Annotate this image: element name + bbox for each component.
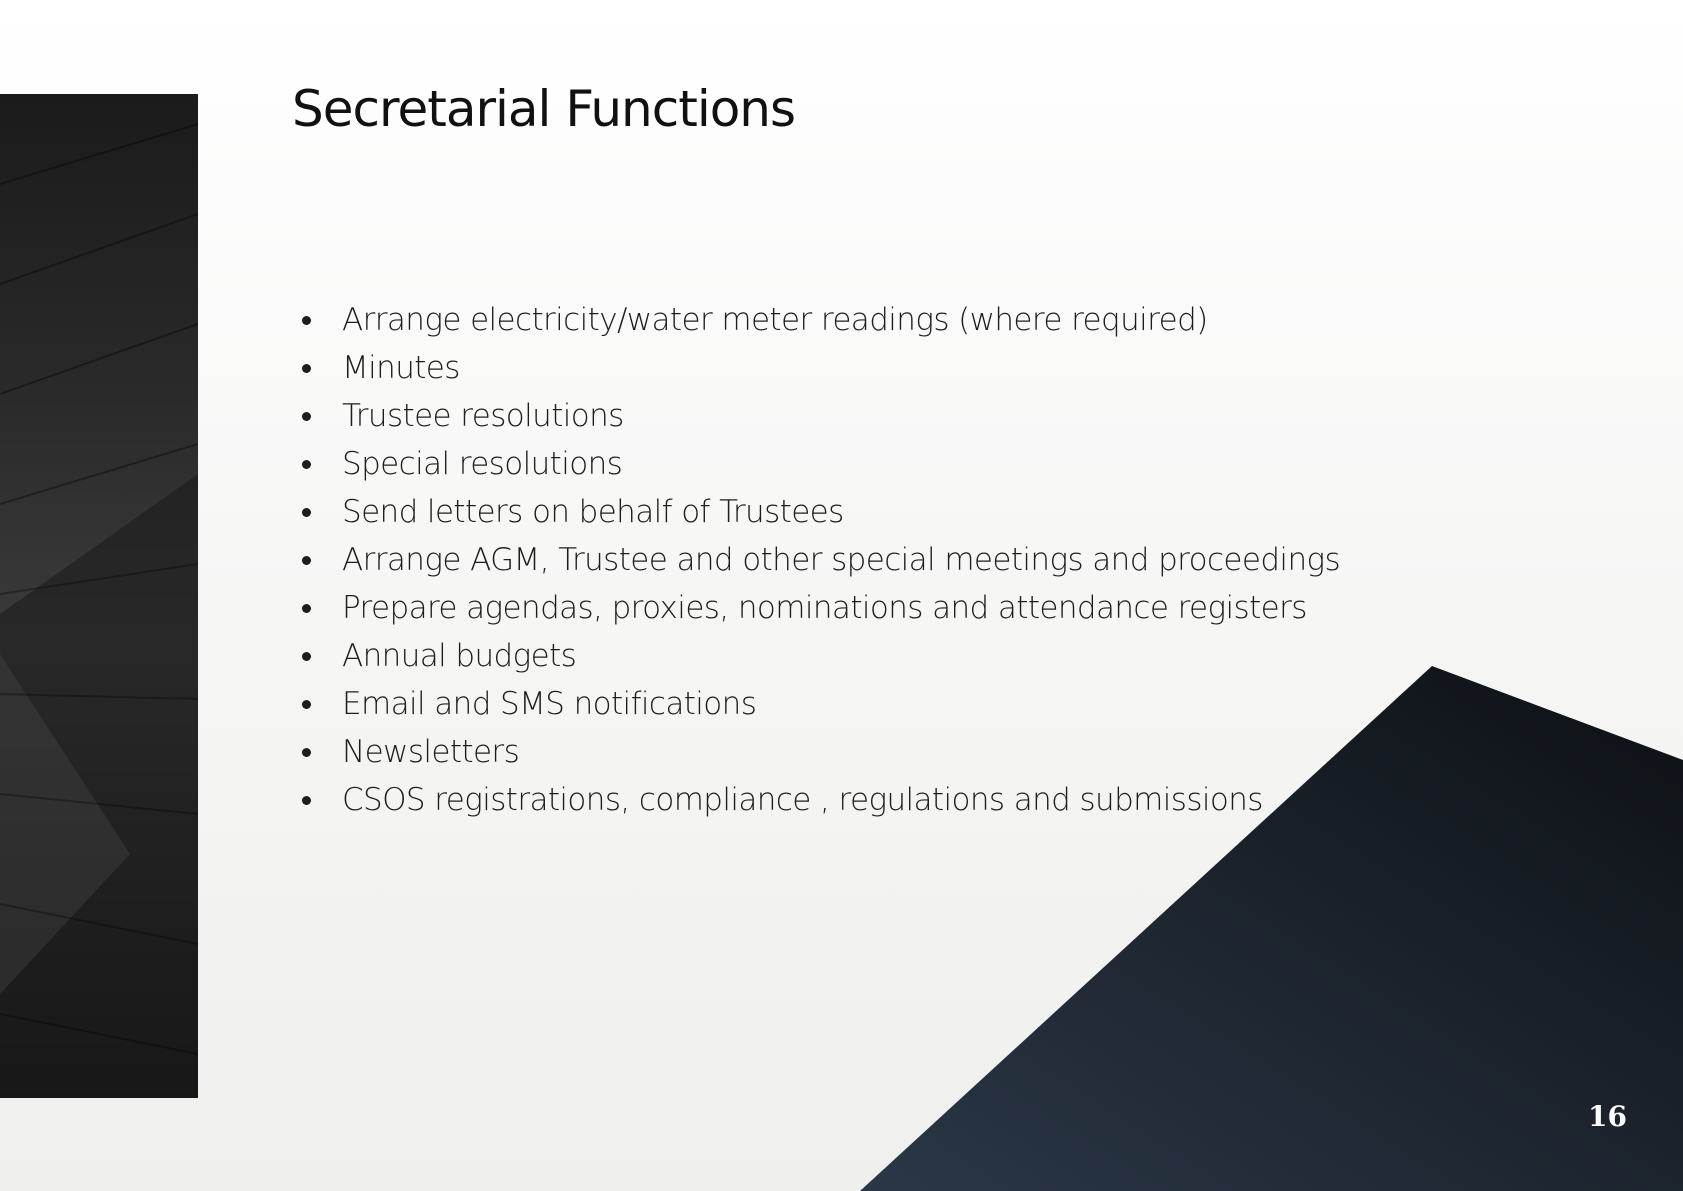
bullet-icon [302,316,311,325]
list-item-text: Minutes [342,350,460,386]
slide-title: Secretarial Functions [292,80,796,138]
bullet-icon [302,652,311,661]
bullet-icon [302,460,311,469]
list-item-text: Special resolutions [342,446,623,482]
bullet-icon [302,748,311,757]
list-item [292,536,1340,584]
list-item [292,344,1340,392]
list-item-text: CSOS registrations, compliance , regulations and submissions [342,782,1263,818]
list-item-text: Send letters on behalf of Trustees [342,494,844,530]
list-item-text: Prepare agendas, proxies, nominations and attendance registers [342,590,1307,626]
list-item-text: Arrange electricity/water meter readings (where required) [342,302,1208,338]
bullet-list [292,296,1340,824]
bullet-icon [302,796,311,805]
list-item [292,392,1340,440]
list-item-text: Annual budgets [342,638,577,674]
list-item [292,728,1340,776]
list-item [292,440,1340,488]
list-item-text: Arrange AGM, Trustee and other special meetings and proceedings [342,542,1341,578]
bullet-icon [302,604,311,613]
bullet-icon [302,364,311,373]
list-item-text: Email and SMS notifications [342,686,757,722]
list-item [292,776,1340,824]
bullet-icon [302,508,311,517]
list-item [292,584,1340,632]
list-item-text: Trustee resolutions [342,398,624,434]
bullet-icon [302,700,311,709]
list-item [292,296,1340,344]
bullet-icon [302,556,311,565]
page-number: 16 [1588,1100,1627,1133]
bullet-icon [302,412,311,421]
list-item [292,632,1340,680]
list-item-text: Newsletters [342,734,520,770]
list-item [292,488,1340,536]
list-item [292,680,1340,728]
